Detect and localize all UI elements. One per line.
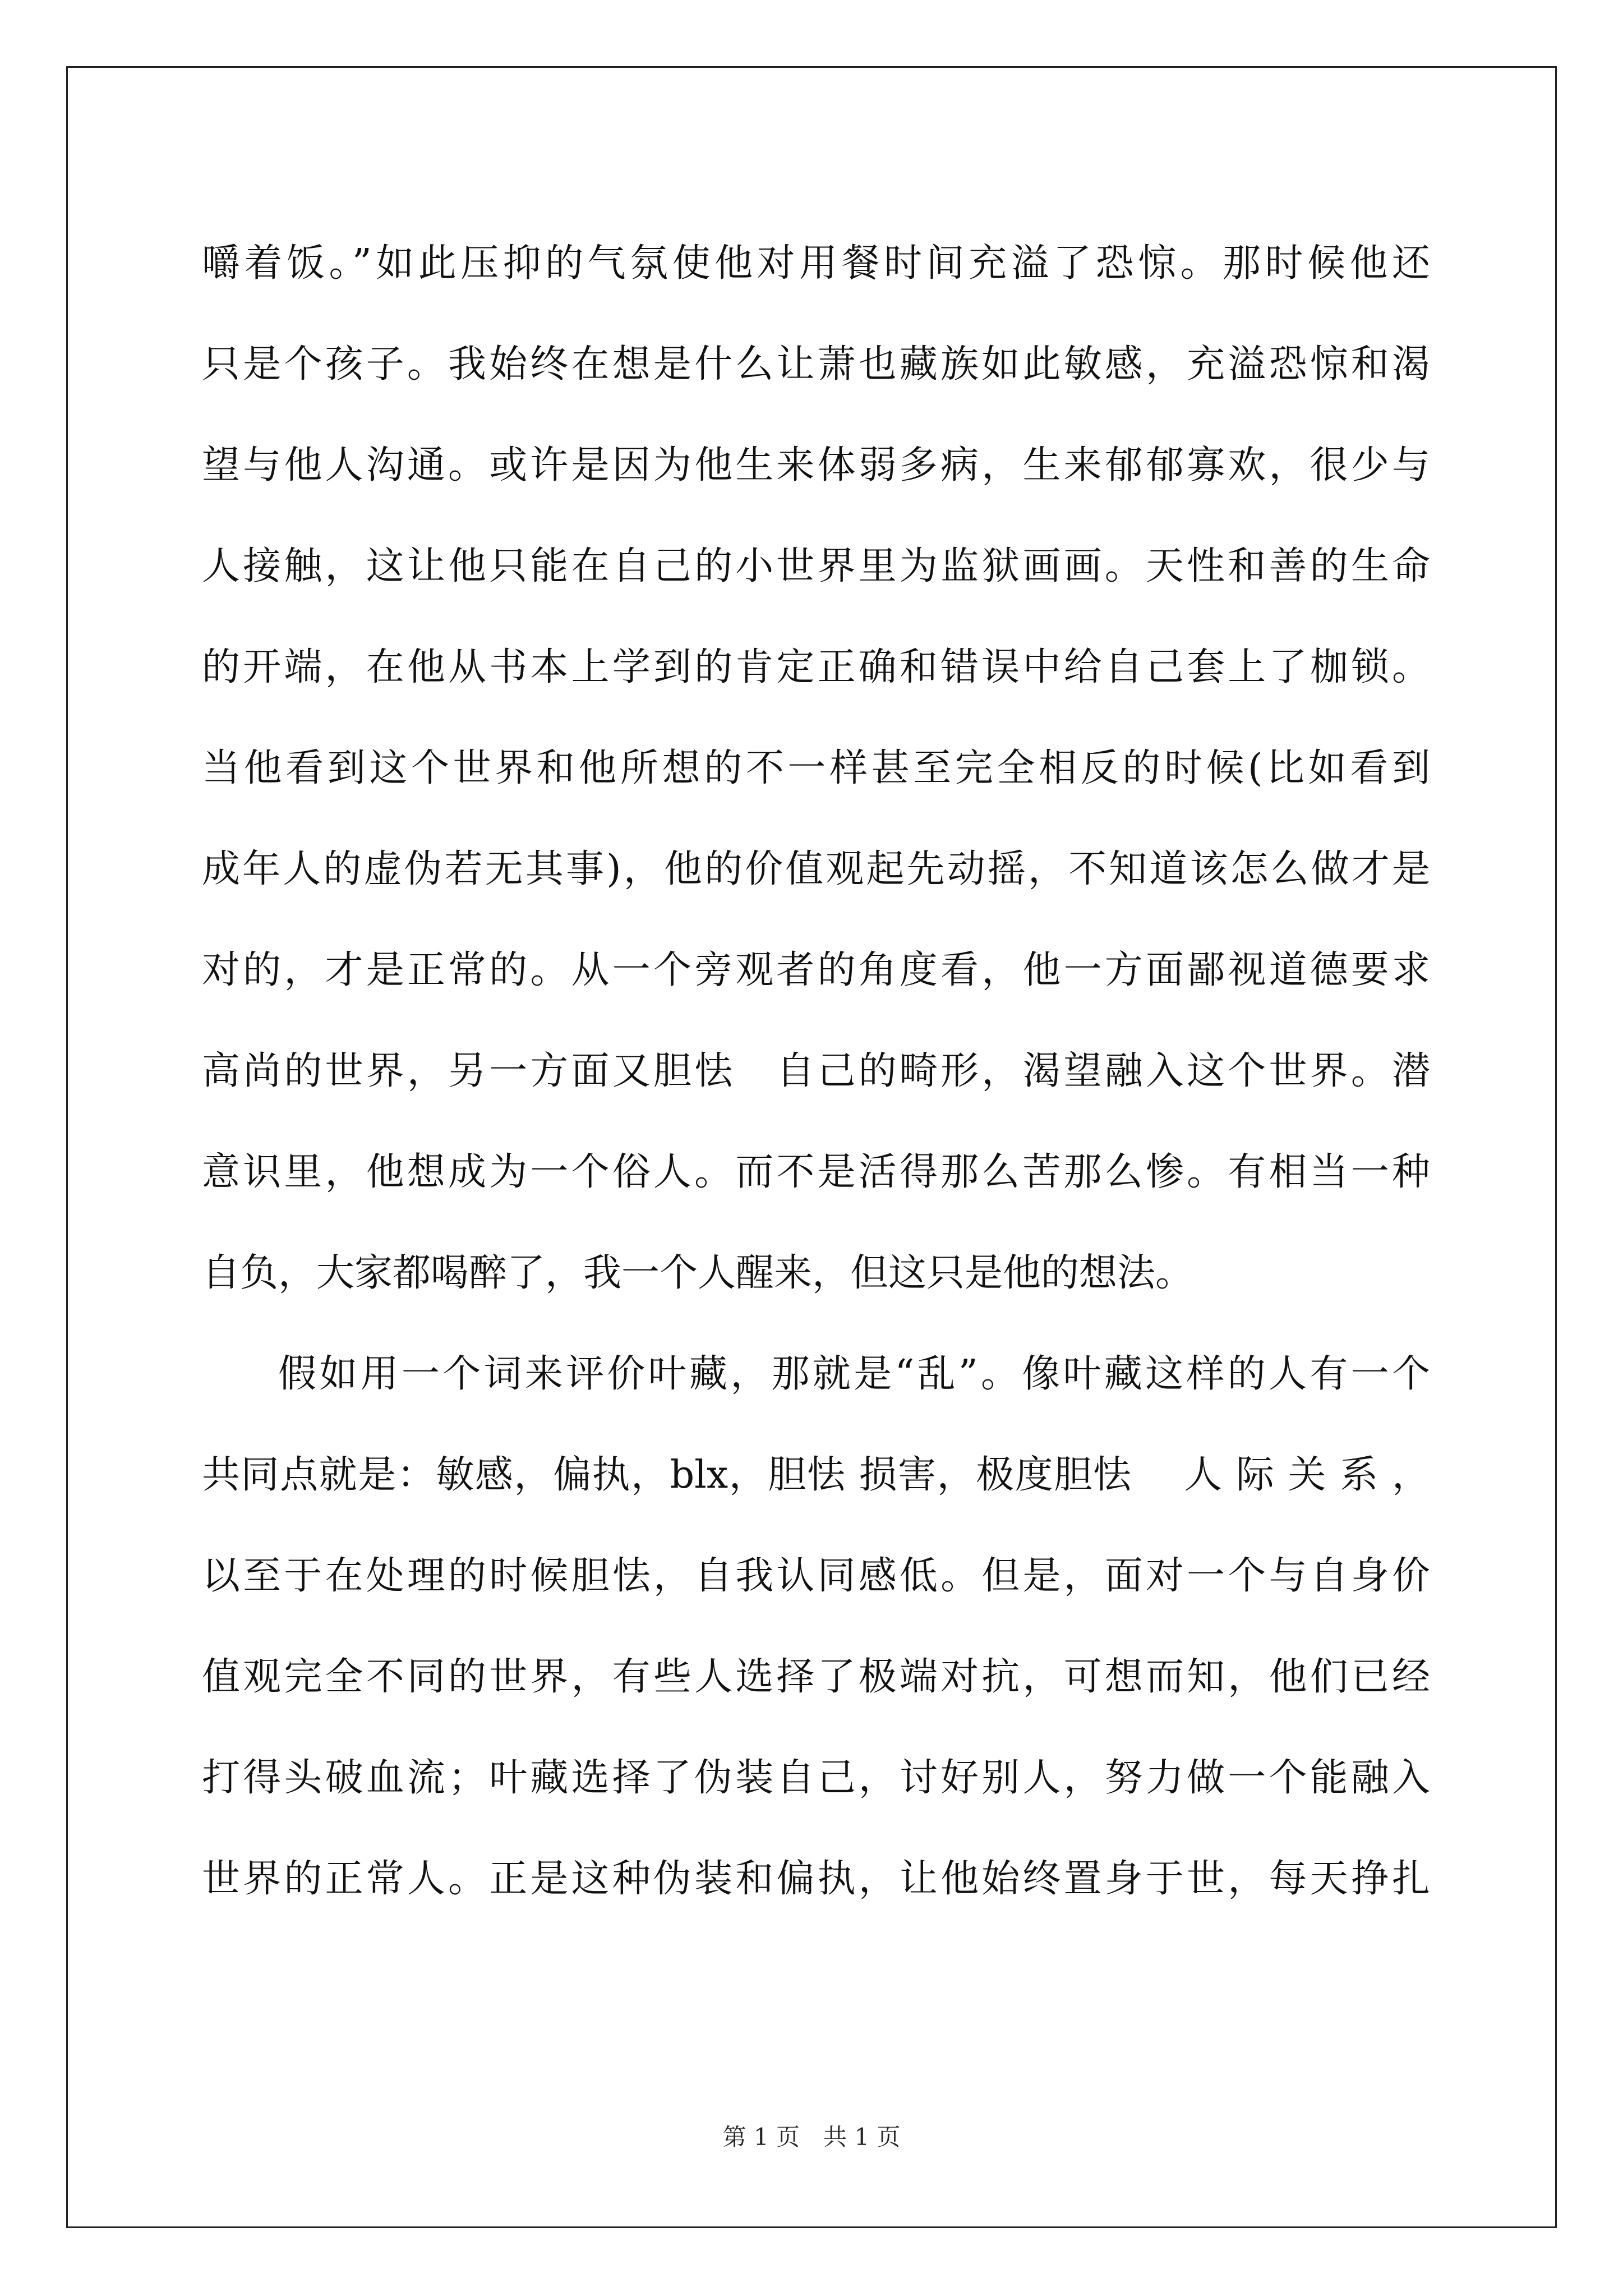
paragraph-line-1: 嚼着饭。”如此压抑的气氛使他对用餐时间充溢了恐惊。那时候他还 [202, 241, 1430, 286]
paragraph-line-6: 当他看到这个世界和他所想的不一样甚至完全相反的时候(比如看到 [202, 746, 1430, 790]
document-body [202, 213, 1430, 1930]
paragraph-line-5: 的开端，在他从书本上学到的肯定正确和错误中给自己套上了枷锁。 [202, 645, 1430, 689]
paragraph-line-7: 成年人的虚伪若无其事)，他的价值观起先动摇，不知道该怎么做才是 [202, 847, 1430, 891]
paragraph-line-11: 自负，大家都喝醉了，我一个人醒来，但这只是他的想法。 [202, 1251, 1194, 1295]
paragraph-line-9: 高尚的世界，另一方面又胆怯 自己的畸形，渴望融入这个世界。潜 [202, 1049, 1430, 1093]
paragraph-line-2: 只是个孩子。我始终在想是什么让萧也藏族如此敏感，充溢恐惊和渴 [202, 342, 1430, 386]
paragraph-line-8: 对的，才是正常的。从一个旁观者的角度看，他一方面鄙视道德要求 [202, 948, 1430, 992]
page-number-footer: 第 1 页 共 1 页 [722, 2123, 901, 2151]
paragraph-line-10: 意识里，他想成为一个俗人。而不是活得那么苦那么惨。有相当一种 [202, 1150, 1430, 1194]
paragraph-line-14: 以至于在处理的时候胆怯，自我认同感低。但是，面对一个与自身价 [202, 1554, 1430, 1598]
paragraph-line-17: 世界的正常人。正是这种伪装和偏执，让他始终置身于世，每天挣扎 [202, 1857, 1430, 1901]
paragraph-line-3: 望与他人沟通。或许是因为他生来体弱多病，生来郁郁寡欢，很少与 [202, 443, 1430, 487]
paragraph-line-15: 值观完全不同的世界，有些人选择了极端对抗，可想而知，他们已经 [202, 1655, 1430, 1699]
paragraph-line-16: 打得头破血流；叶藏选择了伪装自己，讨好别人，努力做一个能融入 [202, 1756, 1430, 1800]
paragraph-line-4: 人接触，这让他只能在自己的小世界里为监狱画画。天性和善的生命 [202, 544, 1430, 588]
paragraph-line-12: 假如用一个词来评价叶藏，那就是“乱”。像叶藏这样的人有一个 [278, 1352, 1430, 1396]
paragraph-line-13: 共同点就是：敏感，偏执，blx，胆怯 损害，极度胆怯 人 际 关 系 ， [202, 1453, 1430, 1497]
